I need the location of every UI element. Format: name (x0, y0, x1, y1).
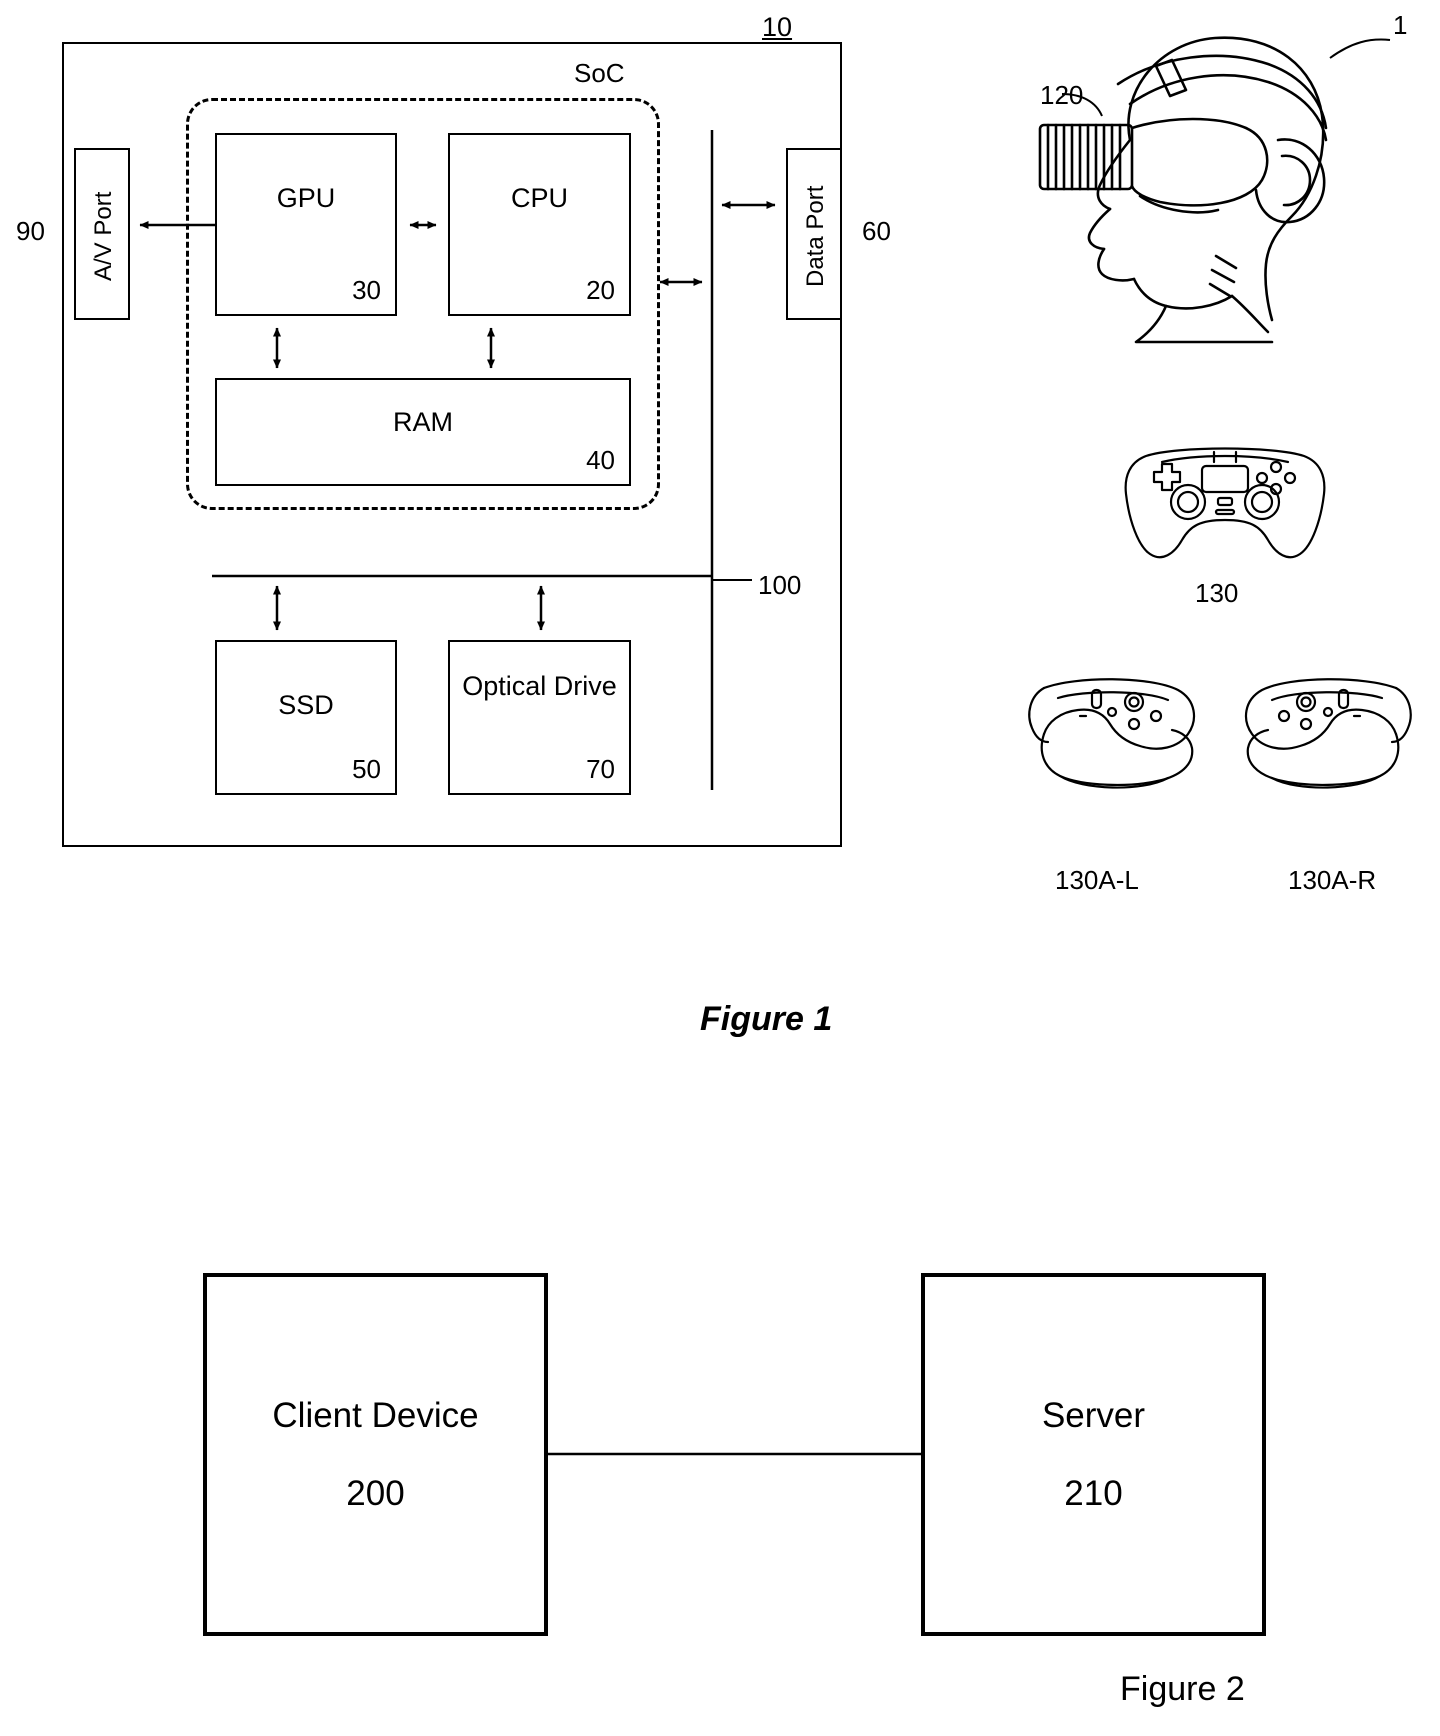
optical-drive-label-text: Optical Drive (462, 671, 617, 701)
cpu-ref: 20 (586, 275, 615, 305)
motion-controller-left-drawing (1020, 672, 1210, 807)
av-port-ref-90: 90 (16, 216, 45, 246)
motion-controller-right-drawing (1230, 672, 1420, 807)
user-ref-leader (1330, 30, 1440, 90)
ram-ref: 40 (586, 445, 615, 475)
client-device-ref: 200 (346, 1473, 405, 1513)
bus-ref-100: 100 (758, 570, 802, 600)
client-device-block (203, 1273, 548, 1636)
ssd-label: SSD (278, 690, 334, 720)
server-block (921, 1273, 1266, 1636)
optical-drive-ref: 70 (586, 754, 615, 784)
av-port-label: A/V Port (90, 191, 117, 281)
user-ref-1: 1 (1393, 10, 1408, 40)
hmd-ref-120: 120 (1040, 80, 1084, 110)
figure2-connection (540, 1440, 940, 1480)
client-device-label: Client Device (272, 1395, 479, 1435)
gpu-ref: 30 (352, 275, 381, 305)
data-port-ref-60: 60 (862, 216, 891, 246)
cpu-label: CPU (510, 183, 568, 213)
game-controller-ref-130: 130 (1195, 578, 1239, 608)
gpu-label: GPU (276, 183, 336, 213)
soc-label: SoC (574, 58, 625, 88)
data-port-label: Data Port (802, 185, 829, 287)
motion-controller-right-ref: 130A-R (1288, 865, 1377, 895)
system-ref-10: 10 (762, 12, 793, 42)
figure1-caption: Figure 1 (700, 1000, 833, 1038)
server-label: Server (1041, 1395, 1146, 1435)
server-ref: 210 (1064, 1473, 1123, 1513)
figure2-caption: Figure 2 (1120, 1670, 1245, 1708)
motion-controller-left-ref: 130A-L (1055, 865, 1139, 895)
game-controller-drawing (1110, 440, 1340, 570)
ssd-ref: 50 (352, 754, 381, 784)
ram-label: RAM (393, 407, 453, 437)
